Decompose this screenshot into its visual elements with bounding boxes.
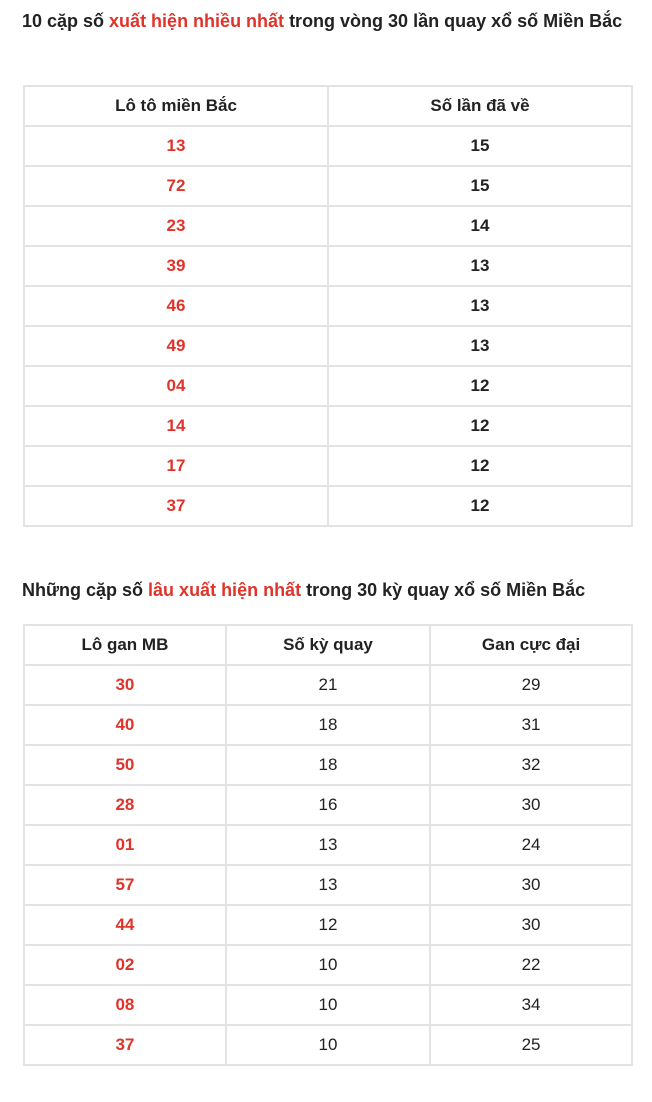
- table-row: [24, 1025, 632, 1065]
- lotto-number-cell: 02: [24, 945, 226, 985]
- table-row: [24, 705, 632, 745]
- table-row: [24, 745, 632, 785]
- max-gap-cell: 30: [430, 785, 632, 825]
- appearance-count-cell: 14: [328, 206, 632, 246]
- max-gap-cell: 29: [430, 665, 632, 705]
- table-row: [24, 905, 632, 945]
- lotto-number-cell: 40: [24, 705, 226, 745]
- table-row: [24, 486, 632, 526]
- heading-highlight: xuất hiện nhiều nhất: [109, 11, 285, 31]
- cold-numbers-table: [23, 624, 633, 1066]
- lotto-number-cell: 39: [24, 246, 328, 286]
- appearance-count-cell: 12: [328, 366, 632, 406]
- table-row: [24, 785, 632, 825]
- draw-count-cell: 10: [226, 985, 430, 1025]
- lotto-number-cell: 01: [24, 825, 226, 865]
- table-row: [24, 126, 632, 166]
- draw-count-cell: 21: [226, 665, 430, 705]
- column-header-number: Lô gan MB: [24, 625, 226, 665]
- draw-count-cell: 18: [226, 705, 430, 745]
- lotto-number-cell: 17: [24, 446, 328, 486]
- table-row: [24, 286, 632, 326]
- lotto-number-cell: 28: [24, 785, 226, 825]
- appearance-count-cell: 13: [328, 246, 632, 286]
- lotto-number-cell: 13: [24, 126, 328, 166]
- table-row: [24, 665, 632, 705]
- lotto-number-cell: 30: [24, 665, 226, 705]
- table-row: [24, 206, 632, 246]
- lotto-number-cell: 49: [24, 326, 328, 366]
- appearance-count-cell: 13: [328, 326, 632, 366]
- draw-count-cell: 13: [226, 865, 430, 905]
- heading-text: 10 cặp số: [22, 11, 110, 31]
- appearance-count-cell: 12: [328, 406, 632, 446]
- appearance-count-cell: 15: [328, 166, 632, 206]
- column-header-draws: Số kỳ quay: [226, 625, 430, 665]
- lotto-number-cell: 37: [24, 486, 328, 526]
- heading-highlight: lâu xuất hiện nhất: [148, 580, 302, 600]
- max-gap-cell: 25: [430, 1025, 632, 1065]
- lotto-number-cell: 14: [24, 406, 328, 446]
- appearance-count-cell: 12: [328, 486, 632, 526]
- table-row: [24, 985, 632, 1025]
- draw-count-cell: 10: [226, 1025, 430, 1065]
- draw-count-cell: 18: [226, 745, 430, 785]
- column-header-number: Lô tô miền Bắc: [24, 86, 328, 126]
- draw-count-cell: 12: [226, 905, 430, 945]
- column-header-count: Số lần đã về: [328, 86, 632, 126]
- lotto-number-cell: 46: [24, 286, 328, 326]
- table-row: [24, 406, 632, 446]
- max-gap-cell: 31: [430, 705, 632, 745]
- heading-text: trong 30 kỳ quay xổ số Miền Bắc: [301, 580, 586, 600]
- hot-numbers-heading: [22, 7, 634, 36]
- lotto-number-cell: 04: [24, 366, 328, 406]
- table-row: [24, 446, 632, 486]
- draw-count-cell: 13: [226, 825, 430, 865]
- max-gap-cell: 30: [430, 865, 632, 905]
- table-row: [24, 246, 632, 286]
- draw-count-cell: 10: [226, 945, 430, 985]
- max-gap-cell: 30: [430, 905, 632, 945]
- max-gap-cell: 32: [430, 745, 632, 785]
- hot-numbers-body: [24, 126, 632, 526]
- table-header-row: [24, 625, 632, 665]
- table-row: [24, 366, 632, 406]
- cold-numbers-body: [24, 665, 632, 1065]
- table-row: [24, 166, 632, 206]
- lotto-number-cell: 50: [24, 745, 226, 785]
- cold-numbers-heading: [22, 576, 634, 605]
- lotto-number-cell: 72: [24, 166, 328, 206]
- lotto-number-cell: 23: [24, 206, 328, 246]
- table-row: [24, 945, 632, 985]
- appearance-count-cell: 15: [328, 126, 632, 166]
- column-header-max-gap: Gan cực đại: [430, 625, 632, 665]
- table-row: [24, 865, 632, 905]
- table-row: [24, 326, 632, 366]
- table-header-row: [24, 86, 632, 126]
- lotto-number-cell: 44: [24, 905, 226, 945]
- heading-text: trong vòng 30 lần quay xổ số Miền Bắc: [284, 11, 623, 31]
- table-row: [24, 825, 632, 865]
- draw-count-cell: 16: [226, 785, 430, 825]
- lotto-number-cell: 37: [24, 1025, 226, 1065]
- heading-text: Những cặp số: [22, 580, 149, 600]
- lotto-number-cell: 57: [24, 865, 226, 905]
- lotto-number-cell: 08: [24, 985, 226, 1025]
- hot-numbers-table: [23, 85, 633, 527]
- max-gap-cell: 34: [430, 985, 632, 1025]
- max-gap-cell: 24: [430, 825, 632, 865]
- max-gap-cell: 22: [430, 945, 632, 985]
- appearance-count-cell: 13: [328, 286, 632, 326]
- appearance-count-cell: 12: [328, 446, 632, 486]
